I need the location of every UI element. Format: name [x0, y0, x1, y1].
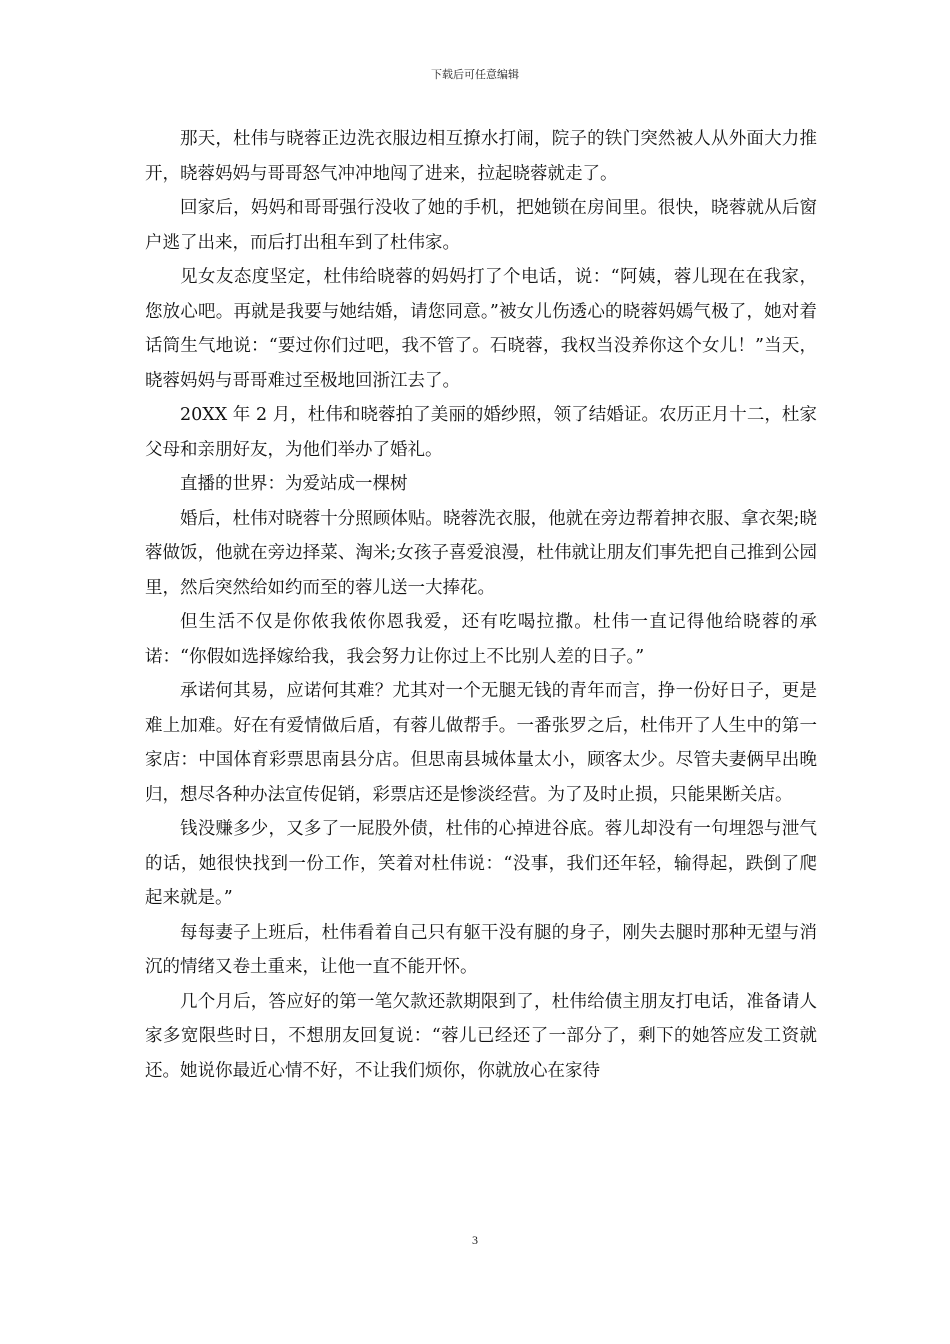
section-heading: 直播的世界：为爱站成一棵树 [180, 474, 408, 494]
page-number: 3 [472, 1233, 478, 1247]
body-text [145, 122, 817, 1088]
paragraph: 见女友态度坚定，杜伟给晓蓉的妈妈打了个电话，说：“阿姨，蓉儿现在在我家，您放心吧。再就是我要与她结婚，请您同意。”被女儿伤透心的晓蓉妈嫣气极了，她对着话筒生气地说：“要过你们过吧，我不管了。石晓蓉，我权当没养你这个女儿！”当天，晓蓉妈妈与哥哥难过至极地回浙江去了。 [145, 267, 817, 391]
paragraph: 钱没赚多少，又多了一屁股外债，杜伟的心掉进谷底。蓉儿却没有一句埋怨与泄气的话，她很快找到一份工作，笑着对杜伟说：“没事，我们还年轻，输得起，跌倒了爬起来就是。” [145, 819, 817, 908]
page-header: 下载后可任意编辑 [431, 68, 519, 81]
paragraph: 但生活不仅是你侬我侬你恩我爱，还有吃喝拉撒。杜伟一直记得他给晓蓉的承诺：“你假如选择嫁给我，我会努力让你过上不比别人差的日子。” [145, 612, 817, 667]
paragraph: 每每妻子上班后，杜伟看着自己只有躯干没有腿的身子，刚失去腿时那种无望与消沉的情绪又卷土重来，让他一直不能开怀。 [145, 922, 817, 977]
paragraph: 20XX 年 2 月，杜伟和晓蓉拍了美丽的婚纱照，领了结婚证。农历正月十二，杜家父母和亲朋好友，为他们举办了婚礼。 [145, 405, 817, 460]
paragraph: 回家后，妈妈和哥哥强行没收了她的手机，把她锁在房间里。很快，晓蓉就从后窗户逃了出来，而后打出租车到了杜伟家。 [145, 198, 817, 253]
paragraph: 那天，杜伟与晓蓉正边洗衣服边相互撩水打闹，院子的铁门突然被人从外面大力推开，晓蓉妈妈与哥哥怒气冲冲地闯了进来，拉起晓蓉就走了。 [145, 129, 817, 184]
paragraph: 几个月后，答应好的第一笔欠款还款期限到了，杜伟给债主朋友打电话，准备请人家多宽限些时日，不想朋友回复说：“蓉儿已经还了一部分了，剩下的她答应发工资就还。她说你最近心情不好，不让我们烦你，你就放心在家待 [145, 991, 817, 1081]
paragraph: 婚后，杜伟对晓蓉十分照顾体贴。晓蓉洗衣服，他就在旁边帮着抻衣服、拿衣架;晓蓉做饭，他就在旁边择菜、淘米;女孩子喜爱浪漫，杜伟就让朋友们事先把自己推到公园里，然后突然给如约而至的蓉儿送一大捧花。 [145, 508, 817, 598]
paragraph: 承诺何其易，应诺何其难？尤其对一个无腿无钱的青年而言，挣一份好日子，更是难上加难。好在有爱情做后盾，有蓉儿做帮手。一番张罗之后，杜伟开了人生中的第一家店：中国体育彩票思南县分店。但思南县城体量太小，顾客太少。尽管夫妻俩早出晚归，想尽各种办法宣传促销，彩票店还是惨淡经营。为了及时止损，只能果断关店。 [145, 681, 817, 805]
